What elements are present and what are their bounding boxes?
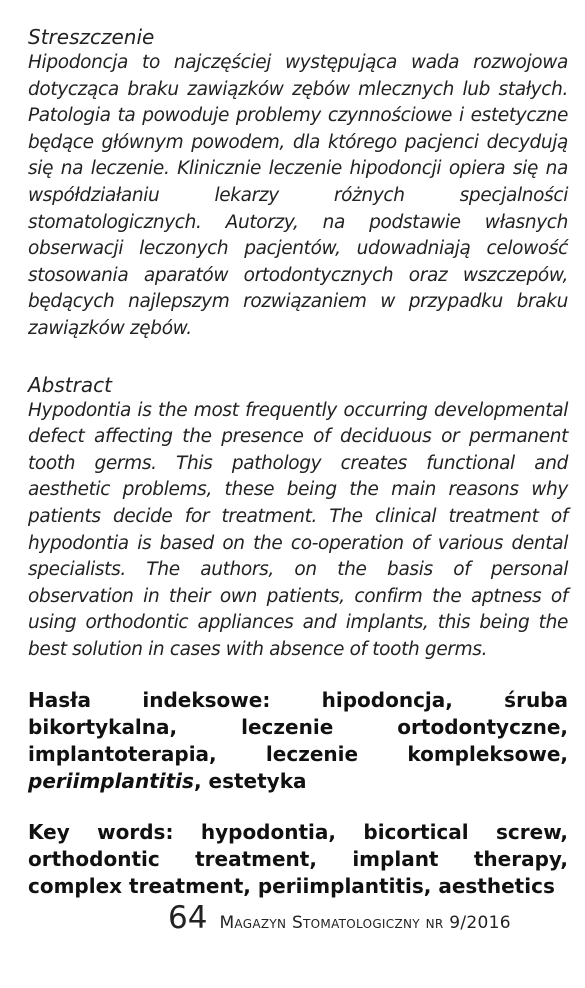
article-page	[28, 24, 568, 900]
abstract-section	[28, 372, 568, 664]
streszczenie-section	[28, 24, 568, 343]
keywords-pl	[28, 687, 568, 795]
keywords-en-text: hypodontia, bicortical screw, orthodontic treatment, implant therapy, complex treatment, periimplantitis, aesthetics	[28, 820, 569, 899]
streszczenie-body: Hipodoncja to najczęściej występująca wada rozwojowa dotycząca braku zawiązków zębów mlecznych lub stałych. Patologia ta powoduje problemy czynnościowe i estetyczne będące głównym powodem, dla którego pacjenci decydują się na leczenie. Klinicznie leczenie hipodoncji opiera się na współdziałaniu lekarzy różnych specjalności stomatologicznych. Autorzy, na podstawie własnych obserwacji leczonych pacjentów, udowadniają celowość stosowania aparatów ortodontycznych oraz wszczepów, będących najlepszym rozwiązaniem w przypadku braku zawiązków zębów.	[28, 52, 568, 339]
keywords-pl-label: Hasła indeksowe:	[28, 688, 271, 713]
journal-name: Magazyn Stomatologiczny nr 9/2016	[219, 913, 511, 933]
keywords-pl-italic: periimplantitis	[28, 769, 194, 794]
keywords-pl-text: hipodoncja, śruba bikortykalna, leczenie ortodontyczne, implantoterapia, leczenie kompleksowe,	[28, 688, 568, 767]
abstract-heading: Abstract	[28, 372, 112, 397]
page-footer	[168, 900, 511, 936]
keywords-en-label: Key words:	[28, 820, 174, 845]
abstract-body: Hypodontia is the most frequently occurring developmental defect affecting the presence of deciduous or permanent tooth germs. This pathology creates functional and aesthetic problems, these being the main reasons why patients decide for treatment. The clinical treatment of hypodontia is based on the co-operation of various dental specialists. The authors, on the basis of personal observation in their own patients, confirm the aptness of using orthodontic appliances and implants, this being the best solution in cases with absence of tooth germs.	[28, 399, 568, 660]
keywords-en	[28, 819, 568, 900]
streszczenie-heading: Streszczenie	[28, 25, 155, 49]
keywords-pl-text-end: , estetyka	[193, 769, 307, 794]
page-number: 64	[168, 900, 208, 936]
